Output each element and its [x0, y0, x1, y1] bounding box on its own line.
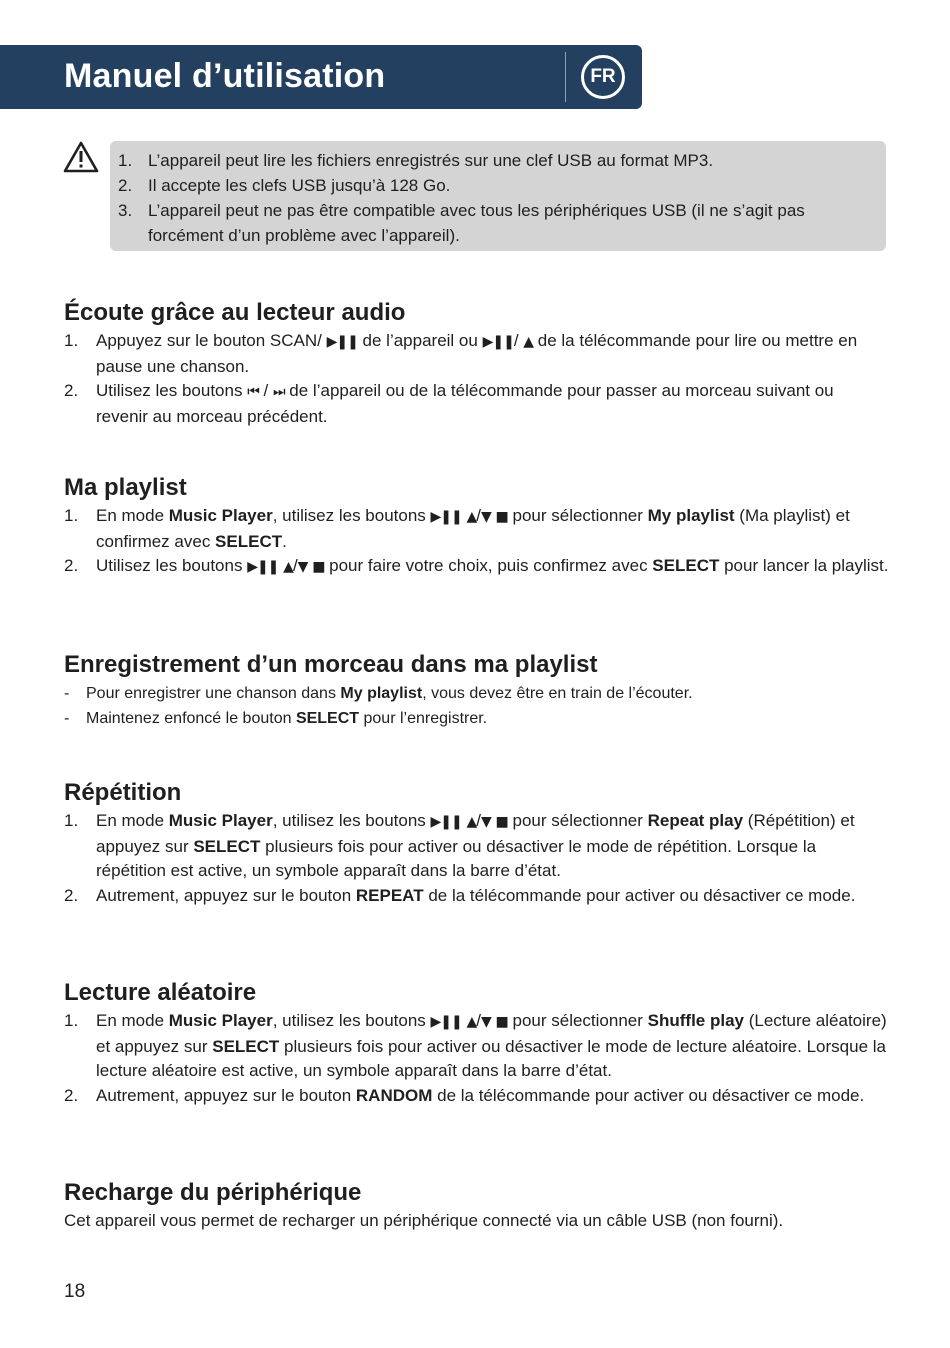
- text-run: Maintenez enfoncé le bouton: [86, 710, 296, 727]
- note-text: L’appareil peut lire les fichiers enregistrés sur une clef USB au format MP3.: [148, 151, 714, 170]
- list-number: 1.: [64, 331, 79, 350]
- up-arrow-icon: ▲: [523, 334, 534, 350]
- bold-term: SELECT: [215, 531, 283, 551]
- list-item: 1. En mode Music Player, utilisez les boutons ▶❚❚ ▲/▼ ■ pour sélectionner Shuffle play (Lecture aléatoire) et appuyez sur SELECT plusieurs fois pour activer ou désactiver le mode de lecture aléatoire. Lorsque la lecture aléatoire est active, un symbole apparaît dans la barre d’état.: [64, 1011, 887, 1080]
- text-run: Utilisez les boutons: [96, 381, 248, 400]
- bold-term: Shuffle play: [647, 1011, 744, 1030]
- list-number: 2.: [64, 885, 79, 905]
- text-run: de l’appareil ou: [357, 331, 483, 350]
- play-pause-icon: ▶❚❚: [430, 814, 462, 830]
- section-shuffle: [64, 978, 890, 1108]
- play-pause-icon: ▶❚❚: [430, 1014, 462, 1030]
- text-run: , utilisez les boutons: [272, 811, 431, 830]
- language-badge: FR: [581, 55, 625, 99]
- text-run: (Ma playlist) et confirmez avec: [96, 506, 850, 551]
- text-run: de la télécommande pour lire ou mettre en pause une chanson.: [96, 331, 858, 376]
- bullet-list: [64, 681, 890, 731]
- section-heading: Ma playlist: [64, 474, 187, 501]
- bold-term: SELECT: [295, 710, 360, 727]
- warning-note-list: [118, 148, 866, 248]
- list-number: 2.: [64, 381, 79, 400]
- text-run: (Lecture aléatoire) et appuyez sur: [96, 1011, 887, 1056]
- bold-term: Music Player: [168, 506, 273, 525]
- text-run: plusieurs fois pour activer ou désactiver le mode de lecture aléatoire. Lorsque la lecture aléatoire est active, un symbole apparaît dans la barre d’état.: [96, 1036, 886, 1080]
- text-run: /: [258, 381, 273, 400]
- list-number: 1.: [64, 811, 79, 830]
- next-track-icon: ⏭: [272, 384, 285, 400]
- text-run: de la télécommande pour activer ou désactiver ce mode.: [432, 1085, 865, 1105]
- text-run: .: [282, 531, 287, 551]
- header-banner: [0, 45, 642, 109]
- stop-icon: ■: [495, 814, 508, 830]
- note-text: Il accepte les clefs USB jusqu’à 128 Go.: [148, 176, 451, 195]
- stop-icon: ■: [495, 1014, 508, 1030]
- list-number: 2.: [118, 176, 133, 195]
- play-pause-icon: ▶❚❚: [247, 559, 279, 575]
- instruction-list: [64, 329, 890, 429]
- list-dash: -: [64, 710, 70, 727]
- text-run: En mode: [96, 811, 169, 830]
- note-text: L’appareil peut ne pas être compatible avec tous les périphériques USB (il ne s’agit pas forcément d’un problème avec l’appareil).: [148, 201, 805, 245]
- up-arrow-icon: ▲: [466, 814, 477, 830]
- list-number: 1.: [64, 506, 79, 525]
- bold-term: SELECT: [212, 1036, 280, 1056]
- text-run: En mode: [96, 1011, 169, 1030]
- bold-term: Music Player: [168, 1011, 273, 1030]
- play-pause-icon: ▶❚❚: [482, 334, 514, 350]
- section-heading: Recharge du périphérique: [64, 1179, 362, 1206]
- section-charging: [64, 1178, 890, 1234]
- list-item: [64, 1084, 890, 1109]
- list-item: 1. En mode Music Player, utilisez les boutons ▶❚❚ ▲/▼ ■ pour sélectionner My playlist (Ma playlist) et confirmez avec SELECT.: [64, 506, 850, 551]
- text-run: , utilisez les boutons: [272, 1011, 431, 1030]
- bold-term: My playlist: [647, 506, 735, 525]
- list-item: [64, 379, 890, 429]
- text-run: de la télécommande pour activer ou désactiver ce mode.: [423, 885, 856, 905]
- bold-term: SELECT: [652, 556, 720, 575]
- text-run: pour sélectionner: [507, 811, 648, 830]
- bold-term: REPEAT: [355, 885, 424, 905]
- bold-term: Music Player: [168, 811, 273, 830]
- section-save-track: [64, 650, 890, 731]
- up-arrow-icon: ▲: [466, 509, 477, 525]
- up-arrow-icon: ▲: [466, 1014, 477, 1030]
- page-number: 18: [64, 1281, 86, 1302]
- text-run: /: [513, 331, 524, 350]
- instruction-list: [64, 504, 890, 580]
- instruction-list: [64, 1009, 890, 1108]
- section-heading: Enregistrement d’un morceau dans ma playlist: [64, 651, 598, 678]
- down-arrow-icon: ▼: [297, 559, 308, 575]
- stop-icon: ■: [495, 509, 508, 525]
- bold-term: Repeat play: [647, 811, 744, 830]
- bold-term: RANDOM: [355, 1085, 433, 1105]
- text-run: , utilisez les boutons: [272, 506, 431, 525]
- section-my-playlist: [64, 473, 890, 580]
- section-audio-player: [64, 298, 890, 429]
- text-run: Pour enregistrer une chanson dans: [86, 685, 341, 702]
- list-number: 3.: [118, 201, 133, 220]
- down-arrow-icon: ▼: [481, 814, 491, 830]
- text-run: Appuyez sur le bouton SCAN/: [96, 331, 327, 350]
- play-pause-icon: ▶❚❚: [430, 509, 462, 525]
- list-item: [64, 706, 890, 731]
- bold-term: SELECT: [193, 836, 261, 856]
- text-run: pour lancer la playlist.: [719, 556, 889, 575]
- list-number: 2.: [64, 556, 79, 575]
- text-run: de l’appareil ou de la télécommande pour passer au morceau suivant ou revenir au morceau précédent.: [96, 381, 834, 426]
- text-run: pour faire votre choix, puis confirmez avec: [324, 556, 653, 575]
- list-item: [64, 329, 890, 379]
- text-run: pour l’enregistrer.: [359, 710, 488, 727]
- up-arrow-icon: ▲: [283, 559, 293, 575]
- text-run: plusieurs fois pour activer ou désactiver le mode de répétition. Lorsque la répétition est active, un symbole apparaît dans la barre d’état.: [96, 836, 817, 880]
- page-title: Manuel d’utilisation: [64, 57, 386, 95]
- text-run: pour sélectionner: [507, 506, 648, 525]
- list-number: 1.: [118, 151, 133, 170]
- header-divider: [565, 52, 566, 102]
- warning-note-item: [118, 148, 866, 173]
- list-dash: -: [64, 685, 70, 702]
- list-item: 1. En mode Music Player, utilisez les boutons ▶❚❚ ▲/▼ ■ pour sélectionner Repeat play (Répétition) et appuyez sur SELECT plusieurs fois pour activer ou désactiver le mode de répétition. Lorsque la répétition est active, un symbole apparaît dans la barre d’état.: [64, 811, 855, 880]
- warning-note-item: [118, 198, 866, 248]
- down-arrow-icon: ▼: [481, 1014, 491, 1030]
- text-run: pour sélectionner: [507, 1011, 648, 1030]
- instruction-list: [64, 809, 890, 908]
- warning-icon: [63, 141, 99, 173]
- list-number: 2.: [64, 1085, 79, 1105]
- play-pause-icon: ▶❚❚: [326, 334, 358, 350]
- stop-icon: ■: [312, 559, 325, 575]
- list-number: 1.: [64, 1011, 79, 1030]
- list-item: [64, 681, 890, 706]
- text-run: Autrement, appuyez sur le bouton: [96, 1085, 356, 1105]
- previous-track-icon: ⏮: [247, 384, 259, 400]
- warning-note-box: [110, 141, 886, 251]
- section-heading: Lecture aléatoire: [64, 979, 257, 1006]
- section-heading: Répétition: [64, 779, 182, 806]
- section-repeat: [64, 778, 890, 908]
- text-run: , vous devez être en train de l’écouter.: [422, 685, 693, 702]
- warning-note-item: [118, 173, 866, 198]
- list-item: [64, 884, 890, 909]
- list-item: 2. Utilisez les boutons ▶❚❚ ▲/▼ ■ pour faire votre choix, puis confirmez avec SELECT pour lancer la playlist.: [64, 554, 890, 580]
- bold-term: My playlist: [340, 685, 423, 702]
- paragraph: Cet appareil vous permet de recharger un périphérique connecté via un câble USB (non fourni).: [64, 1211, 784, 1230]
- text-run: En mode: [96, 506, 169, 525]
- text-run: Autrement, appuyez sur le bouton: [96, 885, 356, 905]
- down-arrow-icon: ▼: [481, 509, 491, 525]
- text-run: (Répétition) et appuyez sur: [96, 811, 855, 856]
- text-run: Utilisez les boutons: [96, 556, 248, 575]
- section-heading: Écoute grâce au lecteur audio: [64, 299, 406, 326]
